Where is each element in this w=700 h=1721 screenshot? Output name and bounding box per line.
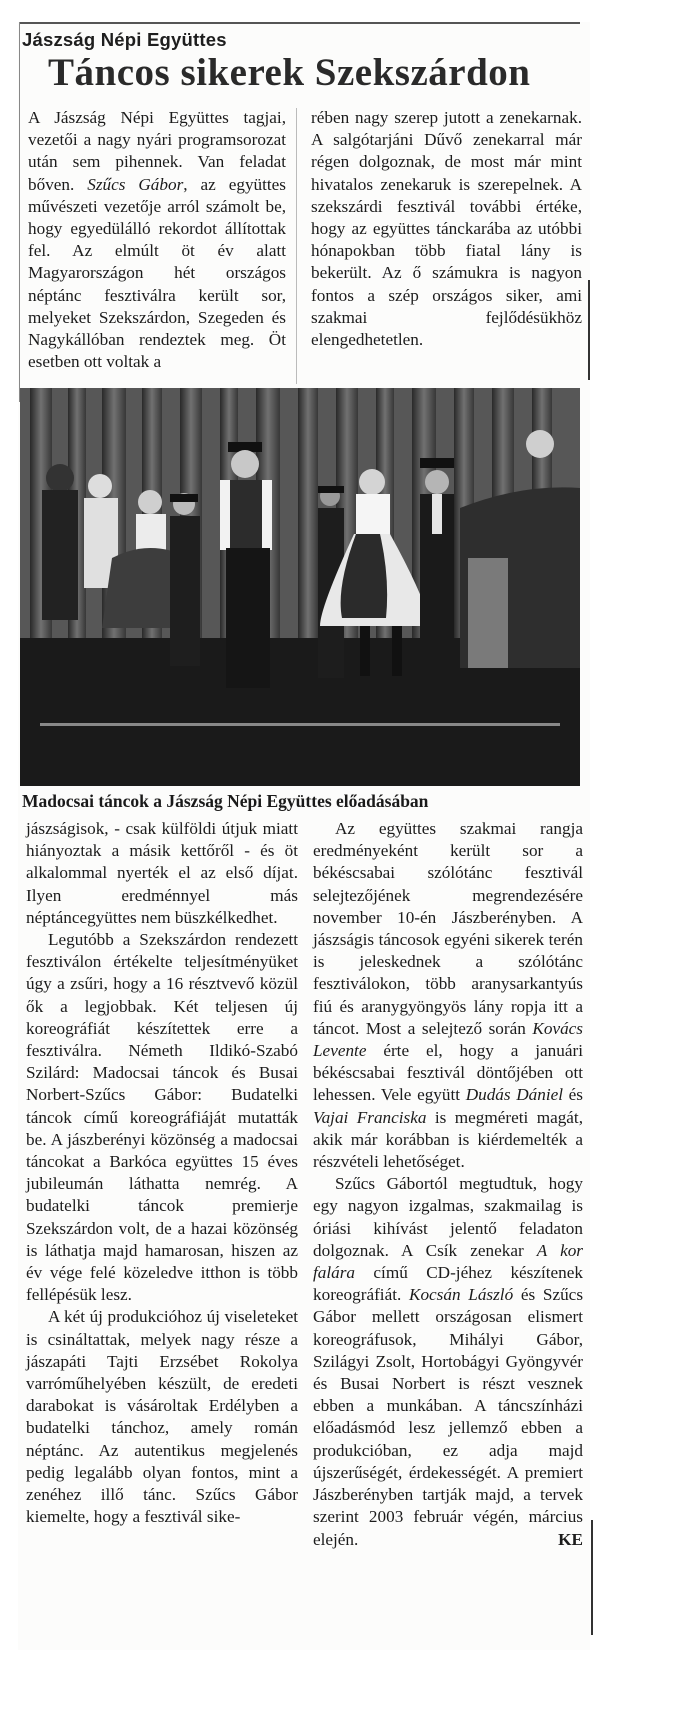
photo-caption: Madocsai táncok a Jászság Népi Együttes előadásában	[22, 791, 429, 811]
italic-name: Szűcs Gábor	[87, 174, 184, 194]
paragraph	[28, 107, 286, 373]
right-rule	[588, 280, 590, 380]
right-rule-bottom	[591, 1520, 593, 1635]
text-run: című CD-jéhez készítenek koreográfiát.	[313, 1263, 583, 1305]
italic-name: Kovács Levente	[313, 1018, 583, 1061]
text-run: jászságisok, - csak külföldi útjuk miatt hiányoztak a másik kettőről - és öt alkalommal nyerték el az első díjat. Ilyen eredménnyel más néptáncegyüttes nem büszkélkedhet.	[26, 819, 298, 927]
top-right-column	[311, 107, 582, 351]
text-run: rében nagy szerep jutott a zenekarnak. A salgótarjáni Dűvő zenekarral már régen dolgoznak, de most már mint hivatalos zenekaruk is szerepelnek. A szekszárdi fesztivál további értéke, hogy az együttes tánckarába az utóbbi hónapokban több fiatal lány is bekerült. Az ő számukra is nagyon fontos a szép országos siker, ami szakmai fejlődésükhöz elengedhetetlen.	[311, 108, 582, 350]
bottom-right-column	[313, 818, 583, 1551]
author-signature: KE	[558, 1529, 583, 1549]
italic-name: Vajai Franciska	[313, 1107, 427, 1127]
text-run: A Jászság Népi Együttes tagjai, vezetői a nagy nyári programsorozat után sem pihennek. Van feladat bőven.	[28, 108, 286, 194]
paragraph	[313, 818, 583, 1173]
folk-dance-stage-photo-icon	[20, 388, 580, 786]
text-run: és	[563, 1085, 583, 1105]
text-run: , az együttes művészeti vezetője arról számolt be, hogy egyedülálló rekordot állítottak fel. Az elmúlt öt év alatt Magyarországon hét országos néptánc fesztiválra került sor, melyeket Szekszárdon, Szegeden és Nagykállóban rendeztek meg. Öt esetben ott voltak a	[28, 174, 286, 372]
italic-name: Kocsán László	[409, 1285, 514, 1305]
top-rule	[20, 22, 580, 24]
paragraph	[26, 929, 298, 1306]
column-divider	[296, 108, 297, 384]
text-run: Szűcs Gábortól megtudtuk, hogy egy nagyon izgalmas, szakmailag is óriási kihívást jelentő feladaton dolgoznak. A Csík zenekar	[313, 1174, 583, 1260]
photo-folk-dancers	[20, 388, 580, 786]
text-run: Az együttes szakmai rangja eredményeként került sor a békéscsabai szólótánc fesztivál selejtezőjének megrendezésére november 10-én Jászberényben. A jászságis táncosok egyéni sikerek terén is jeleskednek a szólótánc fesztiválokon, több aranysarkantyús fiú és aranygyöngyös lány ropja itt a táncot. Most a selejtező során	[313, 819, 583, 1038]
bottom-left-column	[26, 818, 298, 1529]
text-run: érte el, hogy a januári békéscsabai fesztivál döntőjében ott lehessen. Vele együtt	[313, 1041, 583, 1105]
kicker: Jászság Népi Együttes	[22, 29, 227, 50]
text-run: Legutóbb a Szekszárdon rendezett fesztiválon értékelte teljesítményüket úgy a zsűri, hogy a 16 résztvevő közül ők a legjobbak. Két teljesen új koreográfiát készítettek erre a fesztiválra. Németh Ildikó-Szabó Szilárd: Madocsai táncok és Busai Norbert-Szűcs Gábor: Budatelki táncok című koreográfiáját mutatták be. A jászberényi közönség a madocsai táncokat a Barkóca együttes 15 éves jubileumán láthatta nemrég. A budatelki táncok premierje Szekszárdon volt, de a hazai közönség is láthatja majd hamarosan, hiszen az év vége felé közeledve itthon is több fellépésük lesz.	[26, 930, 298, 1305]
paragraph	[313, 1173, 583, 1550]
text-run: és Szűcs Gábor mellett országosan elismert koreográfusok, Mihályi Gábor, Szilágyi Zsolt, Hortobágyi Gyöngyvér és Busai Norbert is részt vesznek ebben a munkában. A táncszínházi előadásmód lesz jellemző ebben a produkcióban, ez adja majd újszerűségét, érdekességét. A premiert Jászberényben tartják majd, a tervek szerint 2003 február végén, március elején.	[313, 1285, 584, 1549]
text-run: is megméreti magát, akik már korábban is kiérdemelték a részvételi lehetőséget.	[313, 1107, 583, 1172]
left-rule	[19, 22, 20, 402]
top-left-column	[28, 107, 286, 373]
text-run: A két új produkcióhoz új viseleteket is csináltattak, melyek nagy része a jászapáti Tajti Erzsébet Rokolya varróműhelyében készült, de eredeti darabokat is vásároltak Erdélyben a budatelki tánchoz, amely román néptánc. Az autentikus megjelenés pedig legalább olyan fontos, mint a zenéhez illő tánc. Szűcs Gábor kiemelte, hogy a fesztivál sike-	[26, 1307, 298, 1527]
paragraph	[26, 818, 298, 929]
paragraph	[26, 1306, 298, 1528]
italic-name: Dudás Dániel	[465, 1085, 564, 1105]
paragraph	[311, 107, 582, 351]
headline: Táncos sikerek Szekszárdon	[48, 51, 531, 94]
italic-name: A kor falára	[313, 1240, 583, 1283]
